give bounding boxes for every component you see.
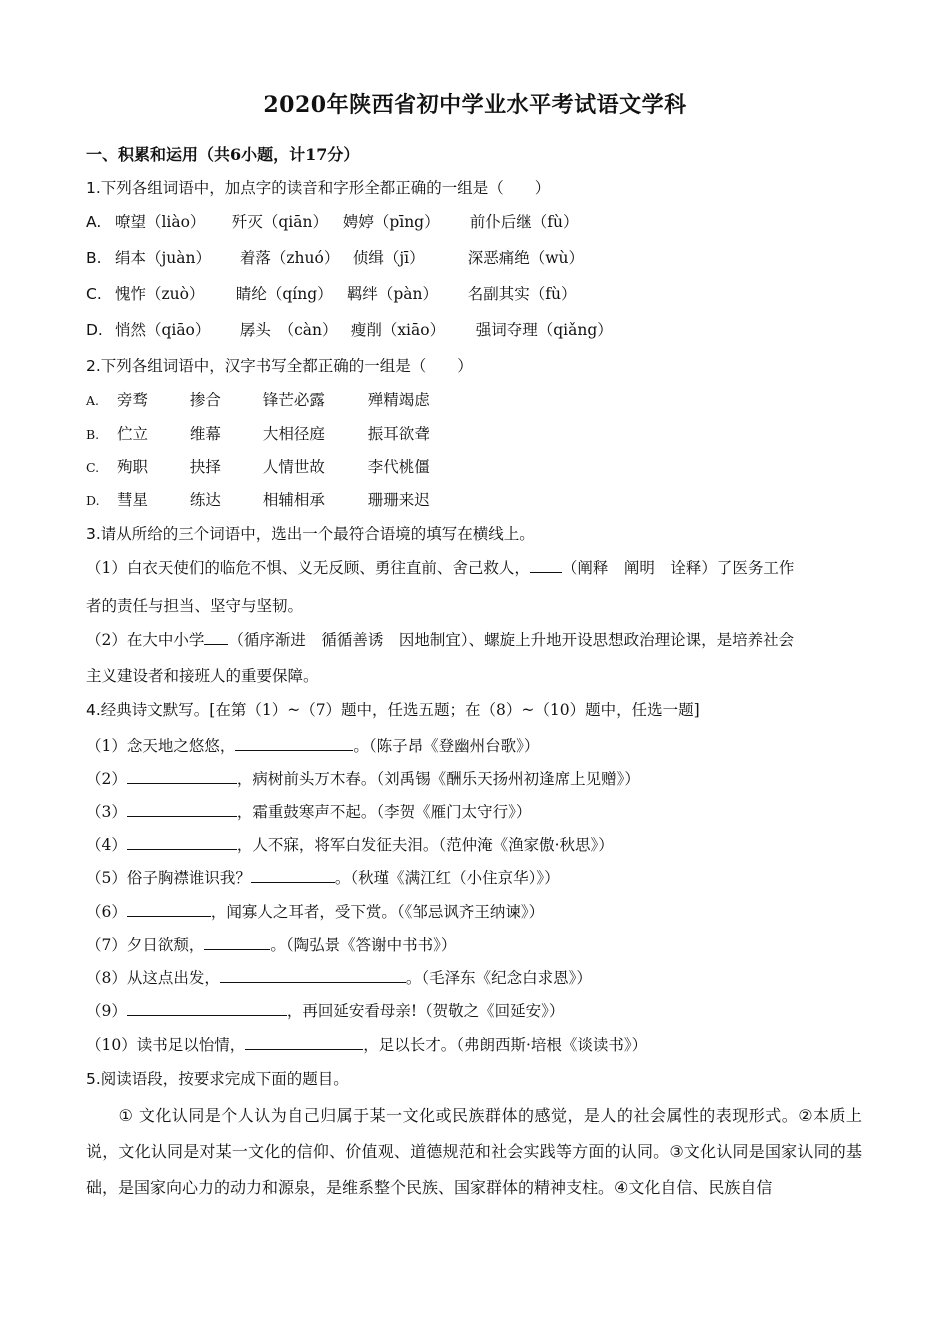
- recitation-item: [86, 802, 531, 822]
- recitation-item: [86, 935, 456, 955]
- recitation-item: [86, 902, 544, 922]
- option-item: 悄然（qiāo）: [114, 321, 211, 339]
- option-row: [86, 390, 430, 411]
- recitation-text: （7）夕日欲颓，: [86, 936, 205, 954]
- option-item: 伫立: [116, 425, 148, 443]
- option-row: [86, 212, 578, 232]
- option-item: 名副其实（fù）: [467, 285, 577, 303]
- option-item: 睛纶（qíng）: [235, 285, 333, 303]
- option-item: 练达: [189, 491, 221, 509]
- question-number: 1.: [86, 179, 101, 197]
- answer-blank[interactable]: [204, 935, 270, 950]
- recitation-text: ，再回延安看母亲!（贺敬之《回延安》）: [286, 1002, 565, 1020]
- option-item: 强词夺理（qiǎng）: [475, 321, 613, 339]
- question-number: 2.: [86, 357, 101, 375]
- option-item: 歼灭（qiān）: [231, 213, 328, 231]
- recitation-text: （5）俗子胸襟谁识我？: [86, 869, 251, 887]
- question-stem: 请从所给的三个词语中，选出一个最符合语境的填写在横线上。: [100, 525, 535, 543]
- q3-text: （循序渐进 循循善诱 因地制宜）、螺旋上升地开设思想政治理论课，是培养社会: [228, 631, 795, 649]
- question-3: [86, 524, 535, 544]
- option-item: 殚精竭虑: [367, 391, 430, 409]
- q3-sentence-1-cont: 者的责任与担当、坚守与坚韧。: [86, 597, 304, 615]
- option-row: [86, 320, 613, 340]
- question-stem: 下列各组词语中，汉字书写全都正确的一组是（ ）: [100, 357, 473, 375]
- section-heading: 一、积累和运用（共6小题，计17分）: [86, 145, 360, 164]
- answer-blank[interactable]: [127, 1001, 287, 1016]
- option-row: [86, 284, 576, 304]
- recitation-text: ，病树前头万木春。（刘禹锡《酬乐天扬州初逢席上见赠》）: [236, 770, 640, 788]
- page-title: 2020年陕西省初中学业水平考试语文学科: [263, 92, 687, 118]
- question-number: 3.: [86, 525, 101, 543]
- option-item: 抉择: [189, 458, 221, 476]
- option-item: 旁骛: [116, 391, 148, 409]
- q3-text: （阐释 阐明 诠释）了医务工作: [561, 559, 795, 577]
- answer-blank[interactable]: [127, 902, 211, 917]
- recitation-text: ，霜重鼓寒声不起。（李贺《雁门太守行》）: [236, 803, 532, 821]
- answer-blank[interactable]: [245, 1035, 363, 1050]
- answer-blank[interactable]: [127, 769, 237, 784]
- answer-blank[interactable]: [530, 558, 562, 573]
- option-item: 殉职: [116, 458, 148, 476]
- answer-blank[interactable]: [204, 630, 228, 645]
- option-item: 大相径庭: [262, 425, 325, 443]
- option-item: 珊珊来迟: [367, 491, 430, 509]
- option-item: 娉婷（pīng）: [342, 213, 440, 231]
- q3-sentence-2-cont: 主义建设者和接班人的重要保障。: [86, 667, 319, 685]
- recitation-item: [86, 1001, 564, 1021]
- option-item: 羁绊（pàn）: [346, 285, 438, 303]
- answer-blank[interactable]: [251, 868, 335, 883]
- recitation-text: （8）从这点出发，: [86, 969, 220, 987]
- recitation-item: [86, 769, 640, 789]
- recitation-text: （2）: [86, 770, 127, 788]
- option-letter: D.: [86, 493, 100, 508]
- recitation-text: ，人不寐，将军白发征夫泪。（范仲淹《渔家傲·秋思》）: [236, 836, 614, 854]
- option-row: [86, 424, 430, 445]
- option-item: 人情世故: [262, 458, 325, 476]
- recitation-text: （4）: [86, 836, 127, 854]
- option-letter: C.: [86, 460, 100, 475]
- option-item: 相辅相承: [262, 491, 325, 509]
- recitation-text: （6）: [86, 903, 127, 921]
- option-letter: C.: [86, 285, 102, 303]
- q3-sentence-1: [86, 558, 794, 578]
- question-number: 5.: [86, 1070, 101, 1088]
- answer-blank[interactable]: [220, 968, 406, 983]
- option-letter: D.: [86, 321, 103, 339]
- reading-passage: [86, 1098, 862, 1206]
- recitation-item: [86, 1035, 647, 1055]
- question-2: [86, 356, 473, 376]
- option-item: 瘦削（xiāo）: [350, 321, 446, 339]
- recitation-text: （10）读书足以怡情，: [86, 1036, 246, 1054]
- question-stem: 阅读语段，按要求完成下面的题目。: [100, 1070, 349, 1088]
- recitation-item: [86, 835, 614, 855]
- question-1: [86, 178, 550, 198]
- passage-text: ① 文化认同是个人认为自己归属于某一文化或民族群体的感觉，是人的社会属性的表现形式。②本质上说，文化认同是对某一文化的信仰、价值观、道德规范和社会实践等方面的认同。③文化认同是国家认同的基础，是国家向心力的动力和源泉，是维系整个民族、国家群体的精神支柱。④文化自信、民族自信: [86, 1106, 862, 1197]
- recitation-text: 。（毛泽东《纪念白求恩》）: [405, 969, 592, 987]
- option-letter: A.: [86, 213, 102, 231]
- q3-text: （2）在大中小学: [86, 631, 205, 649]
- recitation-item: [86, 968, 592, 988]
- q3-sentence-2: [86, 630, 794, 650]
- recitation-text: 。（陈子昂《登幽州台歌》）: [353, 737, 540, 755]
- option-row: [86, 490, 430, 511]
- option-item: 侦缉（jī）: [352, 249, 425, 267]
- option-item: 维幕: [189, 425, 221, 443]
- recitation-item: [86, 868, 560, 888]
- recitation-text: （1）念天地之悠悠，: [86, 737, 236, 755]
- recitation-text: ，足以长才。（弗朗西斯·培根《谈读书》）: [363, 1036, 648, 1054]
- option-item: 愧怍（zuò）: [114, 285, 205, 303]
- option-item: 绢本（juàn）: [114, 249, 211, 267]
- recitation-text: （3）: [86, 803, 127, 821]
- option-letter: B.: [86, 427, 100, 442]
- option-item: 着落（zhuó）: [239, 249, 340, 267]
- recitation-text: 。（秋瑾《满江红（小住京华）》）: [334, 869, 560, 887]
- question-stem: 经典诗文默写。[在第（1）~（7）题中，任选五题；在（8）~（10）题中，任选一题]: [100, 701, 700, 719]
- option-item: 孱头 （càn）: [239, 321, 338, 339]
- option-item: 锋芒必露: [262, 391, 325, 409]
- option-item: 掺合: [189, 391, 221, 409]
- option-item: 李代桃僵: [367, 458, 430, 476]
- question-stem: 下列各组词语中，加点字的读音和字形全都正确的一组是（ ）: [100, 179, 551, 197]
- recitation-text: ，闻寡人之耳者，受下赏。（《邹忌讽齐王纳谏》）: [210, 903, 545, 921]
- recitation-text: （9）: [86, 1002, 127, 1020]
- answer-blank[interactable]: [235, 736, 353, 751]
- answer-blank[interactable]: [127, 802, 237, 817]
- option-item: 彗星: [116, 491, 148, 509]
- option-item: 前仆后继（fù）: [469, 213, 579, 231]
- option-row: [86, 457, 430, 478]
- option-item: 振耳欲聋: [367, 425, 430, 443]
- q3-text: （1）白衣天使们的临危不惧、义无反顾、勇往直前、舍己救人，: [86, 559, 530, 577]
- recitation-item: [86, 736, 539, 756]
- question-4: [86, 700, 700, 720]
- recitation-text: 。（陶弘景《答谢中书书》）: [270, 936, 457, 954]
- option-item: 深恶痛绝（wù）: [467, 249, 585, 267]
- answer-blank[interactable]: [127, 835, 237, 850]
- question-number: 4.: [86, 701, 101, 719]
- option-row: [86, 248, 584, 268]
- option-letter: A.: [86, 393, 100, 408]
- option-item: 嘹望（liào）: [114, 213, 206, 231]
- question-5: [86, 1069, 349, 1089]
- option-letter: B.: [86, 249, 102, 267]
